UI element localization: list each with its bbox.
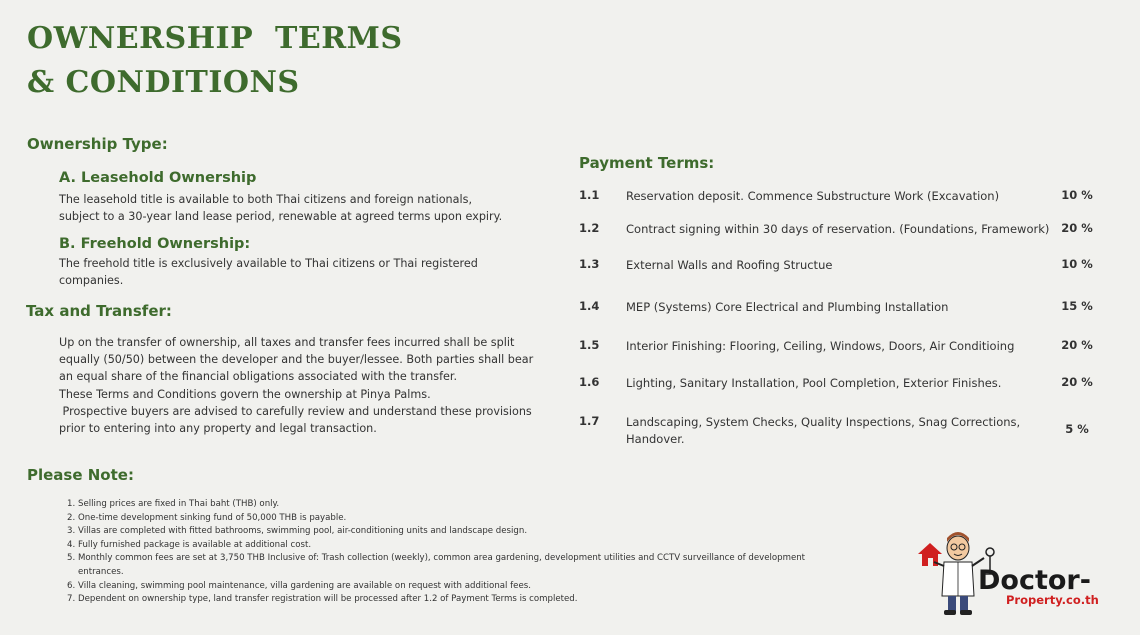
- payment-pct: 10 %: [1061, 188, 1093, 202]
- payment-heading: Payment Terms:: [579, 154, 715, 172]
- list-item: 7. Dependent on ownership type, land transfer registration will be processed after 1.2 of Payment Terms is completed.: [67, 594, 578, 605]
- payment-pct: 10 %: [1061, 257, 1093, 271]
- logo-text-property: Property.co.th: [1006, 593, 1099, 607]
- payment-desc: Interior Finishing: Flooring, Ceiling, Windows, Doors, Air Conditioing: [626, 339, 1015, 353]
- payment-num: 1.6: [579, 375, 600, 389]
- payment-num: 1.4: [579, 299, 600, 313]
- payment-num: 1.3: [579, 257, 600, 271]
- list-item: 6. Villa cleaning, swimming pool maintenance, villa gardening are available on request with additional fees.: [67, 580, 531, 591]
- list-item: 4. Fully furnished package is available at additional cost.: [67, 539, 312, 550]
- payment-num: 1.2: [579, 221, 600, 235]
- payment-num: 1.1: [579, 188, 600, 202]
- freehold-heading: B. Freehold Ownership:: [59, 236, 251, 252]
- payment-pct: 15 %: [1061, 299, 1093, 313]
- payment-num: 1.5: [579, 338, 600, 352]
- payment-pct: 20 %: [1061, 338, 1093, 352]
- payment-desc: Landscaping, System Checks, Quality Inspections, Snag Corrections, Handover.: [626, 415, 1021, 446]
- payment-pct: 5 %: [1065, 422, 1089, 436]
- payment-pct: 20 %: [1061, 375, 1093, 389]
- payment-desc: External Walls and Roofing Structue: [626, 258, 833, 272]
- payment-desc: MEP (Systems) Core Electrical and Plumbing Installation: [626, 300, 949, 314]
- tax-heading: Tax and Transfer:: [26, 302, 172, 320]
- payment-pct: 20 %: [1061, 221, 1093, 235]
- doctor-mascot-icon: [934, 532, 984, 615]
- freehold-text: The freehold title is exclusively available to Thai citizens or Thai registered companies.: [59, 257, 478, 288]
- leasehold-text: The leasehold title is available to both Thai citizens and foreign nationals, subject to a 30-year land lease period, renewable at agreed terms upon expiry.: [59, 193, 503, 224]
- list-item: 5. Monthly common fees are set at 3,750 THB Inclusive of: Trash collection (weekly), common area gardening, development utilities and CCTV surveillance of development entrances.: [67, 553, 806, 577]
- title-line-2: & CONDITIONS: [27, 65, 300, 100]
- payment-desc: Contract signing within 30 days of reservation. (Foundations, Framework): [626, 222, 1050, 236]
- payment-num: 1.7: [579, 414, 600, 428]
- ownership-heading: Ownership Type:: [27, 135, 168, 153]
- title-line-1: OWNERSHIP TERMS: [27, 21, 403, 56]
- list-item: 2. One-time development sinking fund of 50,000 THB is payable.: [67, 512, 347, 523]
- note-heading: Please Note:: [27, 466, 134, 484]
- leasehold-heading: A. Leasehold Ownership: [59, 170, 257, 186]
- list-item: 3. Villas are completed with fitted bathrooms, swimming pool, air-conditioning units and landscape design.: [67, 526, 528, 537]
- page-title: [27, 17, 403, 105]
- tax-text: Up on the transfer of ownership, all taxes and transfer fees incurred shall be split equally (50/50) between the developer and the buyer/lessee. Both parties shall bear an equal share of the financial obligations associated with the transfer. These Terms and Conditions govern the ownership at Pinya Palms. Prospective buyers are advised to carefully review and understand these provisions prior to entering into any property and legal transaction.: [59, 336, 534, 436]
- house-icon: [918, 543, 942, 566]
- logo-text-doctor: Doctor-: [978, 565, 1091, 596]
- payment-desc: Lighting, Sanitary Installation, Pool Completion, Exterior Finishes.: [626, 376, 1002, 390]
- note-list: [67, 498, 827, 607]
- payment-desc: Reservation deposit. Commence Substructure Work (Excavation): [626, 189, 1000, 203]
- list-item: 1. Selling prices are fixed in Thai baht (THB) only.: [67, 499, 280, 509]
